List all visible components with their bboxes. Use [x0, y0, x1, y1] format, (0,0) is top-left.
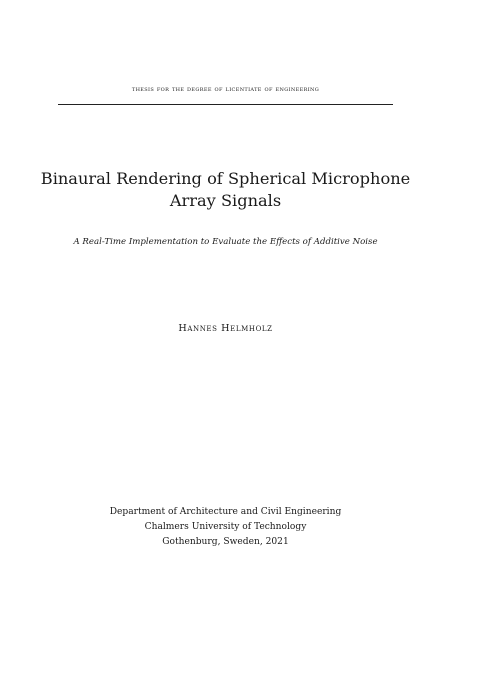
department-name: Department of Architecture and Civil Engineering: [109, 507, 342, 517]
thesis-title: [40, 168, 411, 212]
thesis-subtitle: A Real-Time Implementation to Evaluate the Effects of Additive Noise: [73, 237, 378, 247]
place-and-date: Gothenburg, Sweden, 2021: [162, 537, 289, 547]
header-divider: [58, 104, 393, 105]
author-name: Hannes Helmholz: [178, 323, 273, 334]
thesis-series-label: thesis for the degree of licentiate of engineering: [131, 84, 320, 93]
affiliation-block: [40, 505, 411, 550]
university-name: Chalmers University of Technology: [144, 522, 307, 532]
thesis-title-line-2: Array Signals: [169, 191, 282, 210]
thesis-title-line-1: Binaural Rendering of Spherical Microphone: [40, 169, 411, 188]
